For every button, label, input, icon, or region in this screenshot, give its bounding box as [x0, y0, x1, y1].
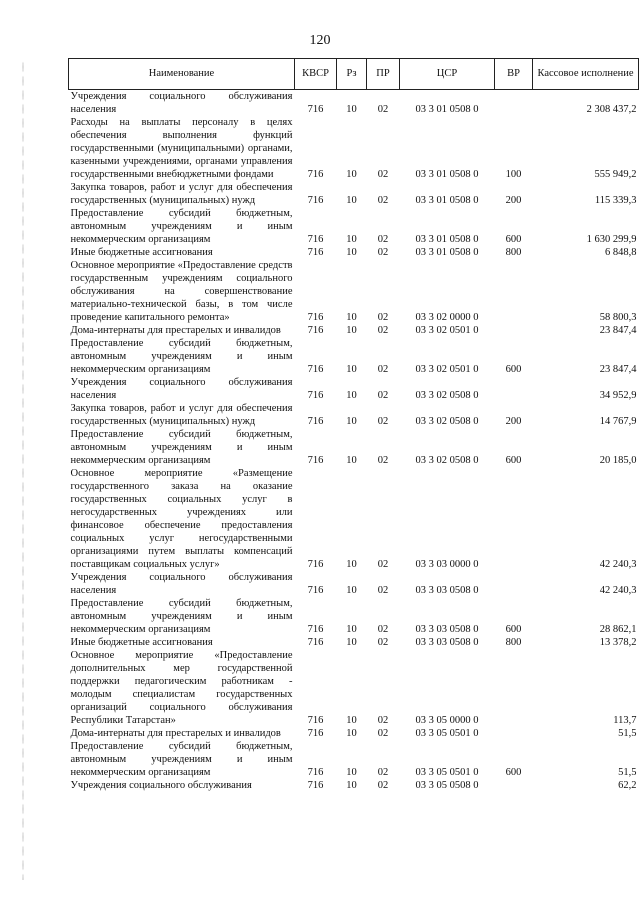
cell-name: Дома-интернаты для престарелых и инвалидов — [70, 325, 281, 336]
cell-pr: 02 — [377, 715, 389, 726]
cell-rz: 10 — [346, 780, 357, 791]
cell-pr: 02 — [377, 312, 389, 323]
cell-name: Предоставление субсидий бюджетным, автономным учреждениям и иным некоммерческим организациям — [70, 598, 293, 635]
cell-sum: 6 848,8 — [605, 247, 637, 258]
cell-rz: 10 — [346, 169, 357, 180]
cell-sum: 51,5 — [618, 767, 637, 778]
cell-rz: 10 — [346, 234, 357, 245]
cell-sum: 23 847,4 — [599, 325, 637, 336]
table-row — [69, 649, 639, 727]
cell-vr: 800 — [505, 637, 522, 648]
cell-name: Расходы на выплаты персоналу в целях обеспечения выполнения функций государственными (муниципальными) органами, казенными учреждениями, органами управления государственными внебюджетными фондами — [70, 117, 293, 180]
table-row — [69, 90, 639, 117]
cell-sum: 20 185,0 — [599, 455, 637, 466]
table-row — [69, 376, 639, 402]
table-row — [69, 740, 639, 779]
table-row — [69, 597, 639, 636]
cell-rz: 10 — [346, 559, 357, 570]
cell-csr: 03 3 02 0508 0 — [415, 416, 479, 427]
cell-kvsr: 716 — [307, 559, 324, 570]
table-header-row — [69, 59, 639, 90]
table-body — [69, 90, 639, 793]
cell-sum: 14 767,9 — [599, 416, 637, 427]
cell-vr: 200 — [505, 416, 522, 427]
cell-rz: 10 — [346, 195, 357, 206]
cell-vr — [495, 376, 533, 402]
cell-kvsr: 716 — [307, 390, 324, 401]
cell-vr — [495, 571, 533, 597]
cell-csr: 03 3 01 0508 0 — [415, 195, 479, 206]
cell-sum: 113,7 — [613, 715, 637, 726]
table-row — [69, 181, 639, 207]
cell-csr: 03 3 01 0508 0 — [415, 104, 479, 115]
cell-sum: 62,2 — [618, 780, 637, 791]
cell-kvsr: 716 — [307, 416, 324, 427]
cell-sum: 42 240,3 — [599, 559, 637, 570]
table-row — [69, 337, 639, 376]
table-row — [69, 259, 639, 324]
cell-kvsr: 716 — [307, 585, 324, 596]
cell-pr: 02 — [377, 416, 389, 427]
cell-csr: 03 3 05 0501 0 — [415, 728, 479, 739]
cell-csr: 03 3 05 0000 0 — [415, 715, 479, 726]
cell-kvsr: 716 — [307, 728, 324, 739]
cell-name: Предоставление субсидий бюджетным, автономным учреждениям и иным некоммерческим организациям — [70, 338, 293, 375]
cell-csr: 03 3 02 0508 0 — [415, 455, 479, 466]
cell-kvsr: 716 — [307, 637, 324, 648]
cell-name: Предоставление субсидий бюджетным, автономным учреждениям и иным некоммерческим организациям — [70, 429, 293, 466]
cell-vr — [495, 90, 533, 117]
header-kvsr: КВСР — [295, 59, 337, 90]
cell-kvsr: 716 — [307, 247, 324, 258]
table-row — [69, 779, 639, 792]
cell-kvsr: 716 — [307, 104, 324, 115]
cell-rz: 10 — [346, 637, 357, 648]
cell-pr: 02 — [377, 585, 389, 596]
cell-rz: 10 — [346, 585, 357, 596]
table-row — [69, 402, 639, 428]
cell-csr: 03 3 03 0508 0 — [415, 624, 479, 635]
cell-vr: 600 — [505, 455, 522, 466]
cell-csr: 03 3 02 0501 0 — [415, 364, 479, 375]
cell-vr: 100 — [505, 169, 522, 180]
cell-sum: 13 378,2 — [599, 637, 637, 648]
scan-margin-artifact — [22, 60, 24, 880]
cell-name: Учреждения социального обслуживания населения — [70, 572, 293, 596]
header-pr: ПР — [367, 59, 400, 90]
cell-sum: 28 862,1 — [599, 624, 637, 635]
table-row — [69, 428, 639, 467]
cell-name: Предоставление субсидий бюджетным, автономным учреждениям и иным некоммерческим организациям — [70, 741, 293, 778]
budget-execution-table — [68, 58, 639, 792]
cell-csr: 03 3 01 0508 0 — [415, 247, 479, 258]
cell-name: Основное мероприятие «Размещение государственного заказа на оказание государственных социальных услуг в негосударственных учреждениях или финансовое обеспечение предоставления социальных услуг негосударственными организациями путем выплаты компенсаций поставщикам социальных услуг» — [70, 468, 293, 570]
cell-vr: 600 — [505, 624, 522, 635]
cell-sum: 1 630 299,9 — [586, 234, 637, 245]
cell-vr: 600 — [505, 767, 522, 778]
cell-rz: 10 — [346, 715, 357, 726]
cell-name: Основное мероприятие «Предоставление дополнительных мер государственной поддержки педагогическим работникам - молодым специалистам государственных организаций социального обслуживания Республики Татарстан» — [70, 650, 293, 726]
cell-kvsr: 716 — [307, 234, 324, 245]
cell-pr: 02 — [377, 104, 389, 115]
header-sum: Кассовое исполнение — [533, 59, 639, 90]
cell-vr — [495, 324, 533, 337]
cell-kvsr: 716 — [307, 624, 324, 635]
cell-kvsr: 716 — [307, 455, 324, 466]
cell-name: Закупка товаров, работ и услуг для обеспечения государственных (муниципальных) нужд — [70, 403, 293, 427]
cell-pr: 02 — [377, 195, 389, 206]
cell-pr: 02 — [377, 767, 389, 778]
cell-pr: 02 — [377, 247, 389, 258]
cell-pr: 02 — [377, 780, 389, 791]
cell-vr — [495, 779, 533, 792]
cell-vr — [495, 467, 533, 571]
cell-pr: 02 — [377, 390, 389, 401]
cell-pr: 02 — [377, 455, 389, 466]
cell-csr: 03 3 05 0501 0 — [415, 767, 479, 778]
cell-rz: 10 — [346, 325, 357, 336]
cell-sum: 555 949,2 — [594, 169, 637, 180]
cell-pr: 02 — [377, 624, 389, 635]
cell-pr: 02 — [377, 325, 389, 336]
header-rz: Рз — [337, 59, 367, 90]
cell-pr: 02 — [377, 559, 389, 570]
cell-csr: 03 3 03 0508 0 — [415, 637, 479, 648]
cell-vr — [495, 649, 533, 727]
cell-name: Закупка товаров, работ и услуг для обеспечения государственных (муниципальных) нужд — [70, 182, 293, 206]
cell-vr: 600 — [505, 234, 522, 245]
cell-rz: 10 — [346, 416, 357, 427]
table-row — [69, 467, 639, 571]
cell-name: Иные бюджетные ассигнования — [70, 247, 213, 258]
cell-sum: 115 339,3 — [594, 195, 637, 206]
table-row — [69, 116, 639, 181]
table-row — [69, 207, 639, 246]
cell-rz: 10 — [346, 455, 357, 466]
table-row — [69, 727, 639, 740]
cell-name: Предоставление субсидий бюджетным, автономным учреждениям и иным некоммерческим организациям — [70, 208, 293, 245]
cell-csr: 03 3 02 0501 0 — [415, 325, 479, 336]
cell-rz: 10 — [346, 390, 357, 401]
cell-rz: 10 — [346, 624, 357, 635]
cell-name: Дома-интернаты для престарелых и инвалидов — [70, 728, 281, 739]
cell-kvsr: 716 — [307, 364, 324, 375]
cell-kvsr: 716 — [307, 715, 324, 726]
header-name: Наименование — [69, 59, 295, 90]
header-vr: ВР — [495, 59, 533, 90]
cell-rz: 10 — [346, 767, 357, 778]
table-row — [69, 246, 639, 259]
cell-kvsr: 716 — [307, 169, 324, 180]
cell-rz: 10 — [346, 312, 357, 323]
cell-pr: 02 — [377, 169, 389, 180]
cell-name: Учреждения социального обслуживания — [70, 780, 252, 791]
cell-pr: 02 — [377, 728, 389, 739]
cell-kvsr: 716 — [307, 767, 324, 778]
cell-rz: 10 — [346, 247, 357, 258]
cell-vr: 800 — [505, 247, 522, 258]
header-csr: ЦСР — [400, 59, 495, 90]
cell-kvsr: 716 — [307, 312, 324, 323]
table-row — [69, 636, 639, 649]
cell-kvsr: 716 — [307, 780, 324, 791]
cell-rz: 10 — [346, 104, 357, 115]
cell-kvsr: 716 — [307, 195, 324, 206]
cell-name: Основное мероприятие «Предоставление средств государственным учреждениям социального обслуживания на совершенствование материально-технической базы, в том числе проведение капитального ремонта» — [70, 260, 293, 323]
cell-rz: 10 — [346, 364, 357, 375]
cell-csr: 03 3 02 0000 0 — [415, 312, 479, 323]
cell-kvsr: 716 — [307, 325, 324, 336]
cell-pr: 02 — [377, 364, 389, 375]
cell-vr — [495, 727, 533, 740]
cell-csr: 03 3 01 0508 0 — [415, 234, 479, 245]
cell-name: Учреждения социального обслуживания населения — [70, 377, 293, 401]
cell-pr: 02 — [377, 234, 389, 245]
cell-sum: 51,5 — [618, 728, 637, 739]
cell-pr: 02 — [377, 637, 389, 648]
cell-sum: 23 847,4 — [599, 364, 637, 375]
cell-name: Иные бюджетные ассигнования — [70, 637, 213, 648]
cell-rz: 10 — [346, 728, 357, 739]
cell-csr: 03 3 05 0508 0 — [415, 780, 479, 791]
cell-sum: 58 800,3 — [599, 312, 637, 323]
cell-name: Учреждения социального обслуживания населения — [70, 91, 293, 115]
cell-sum: 42 240,3 — [599, 585, 637, 596]
cell-sum: 2 308 437,2 — [586, 104, 637, 115]
cell-vr: 200 — [505, 195, 522, 206]
cell-csr: 03 3 03 0000 0 — [415, 559, 479, 570]
table-row — [69, 571, 639, 597]
cell-vr — [495, 259, 533, 324]
cell-csr: 03 3 01 0508 0 — [415, 169, 479, 180]
cell-vr: 600 — [505, 364, 522, 375]
page-number: 120 — [309, 33, 331, 48]
cell-csr: 03 3 03 0508 0 — [415, 585, 479, 596]
cell-sum: 34 952,9 — [599, 390, 637, 401]
cell-csr: 03 3 02 0508 0 — [415, 390, 479, 401]
table-row — [69, 324, 639, 337]
